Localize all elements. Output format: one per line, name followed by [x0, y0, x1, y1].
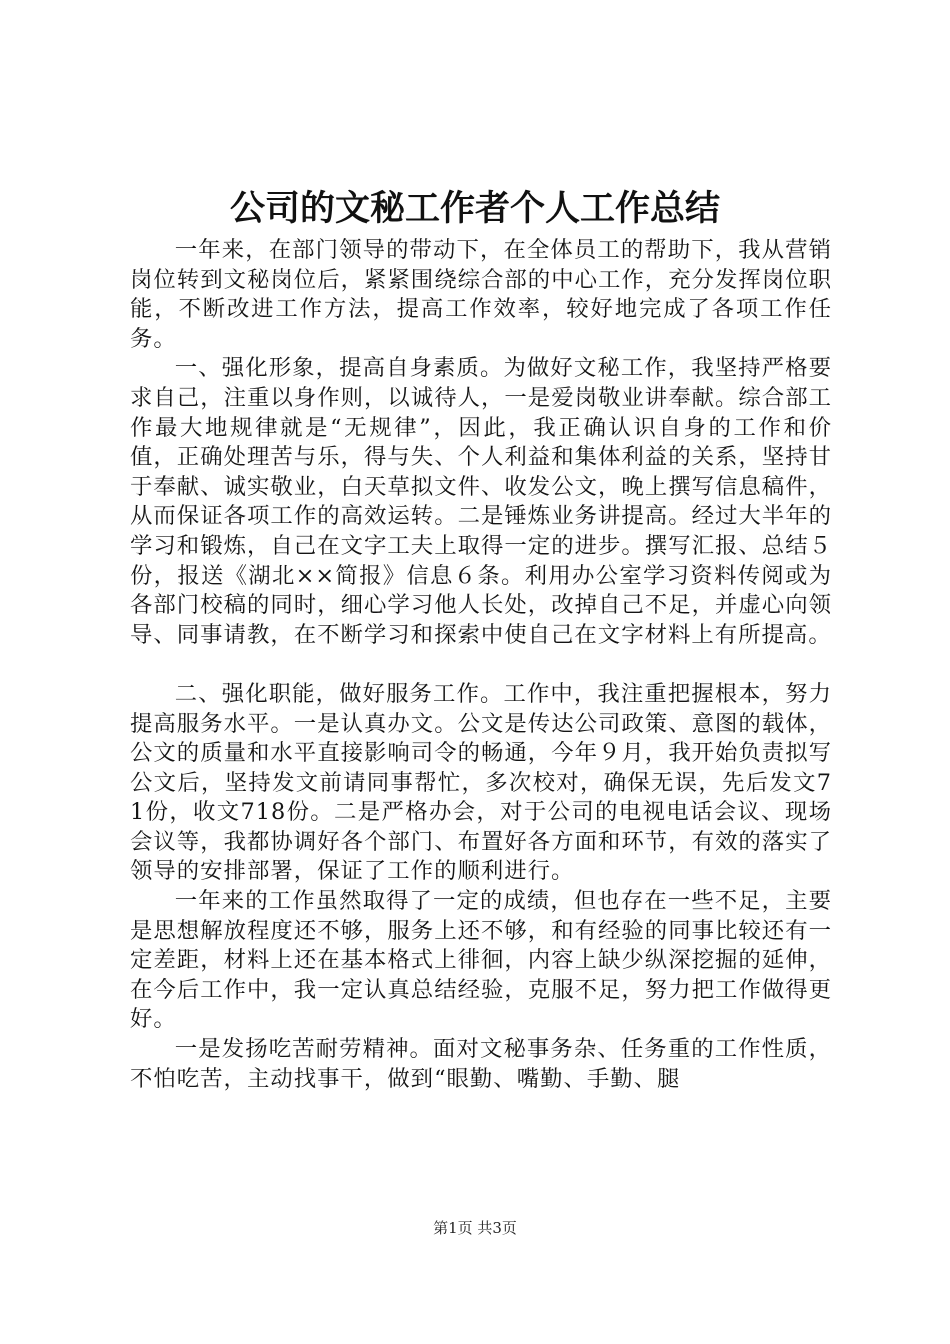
document-body — [130, 236, 832, 1094]
paragraph-section-1: 一、强化形象，提高自身素质。为做好文秘工作，我坚持严格要求自己，注重以身作则，以诚待人，一是爱岗敬业讲奉献。综合部工作最大地规律就是“无规律”，因此，我正确认识自身的工作和价值，正确处理苦与乐，得与失、个人利益和集体利益的关系，坚持甘于奉献、诚实敬业，白天草拟文件、收发公文，晚上撰写信息稿件，从而保证各项工作的高效运转。二是锤炼业务讲提高。经过大半年的学习和锻炼，自己在文字工夫上取得一定的进步。撰写汇报、总结５份，报送《湖北××简报》信息６条。利用办公室学习资料传阅或为各部门校稿的同时，细心学习他人长处，改掉自己不足，并虚心向领导、同事请教，在不断学习和探索中使自己在文字材料上有所提高。 — [130, 355, 832, 648]
paragraph-intro: 一年来，在部门领导的带动下，在全体员工的帮助下，我从营销岗位转到文秘岗位后，紧紧围绕综合部的中心工作，充分发挥岗位职能，不断改进工作方法，提高工作效率，较好地完成了各项工作任务。 — [130, 237, 832, 352]
paragraph-shortcomings: 一年来的工作虽然取得了一定的成绩，但也存在一些不足，主要是思想解放程度还不够，服务上还不够，和有经验的同事比较还有一定差距，材料上还在基本格式上徘徊，内容上缺少纵深挖掘的延伸，在今后工作中，我一定认真总结经验，克服不足，努力把工作做得更好。 — [130, 888, 832, 1033]
paragraph-plan-1: 一是发扬吃苦耐劳精神。面对文秘事务杂、任务重的工作性质，不怕吃苦，主动找事干，做到“眼勤、嘴勤、手勤、腿 — [130, 1036, 832, 1092]
paragraph-section-2: 二、强化职能，做好服务工作。工作中，我注重把握根本，努力提高服务水平。一是认真办文。公文是传达公司政策、意图的载体，公文的质量和水平直接影响司令的畅通，今年９月，我开始负责拟写公文后，坚持发文前请同事帮忙，多次校对，确保无误，先后发文71份，收文718份。二是严格办会，对于公司的电视电话会议、现场会议等，我都协调好各个部门、布置好各方面和环节，有效的落实了领导的安排部署，保证了工作的顺利进行。 — [130, 680, 832, 885]
page-number-footer: 第1页 共3页 — [433, 1219, 517, 1237]
document-title: 公司的文秘工作者个人工作总结 — [229, 188, 720, 229]
